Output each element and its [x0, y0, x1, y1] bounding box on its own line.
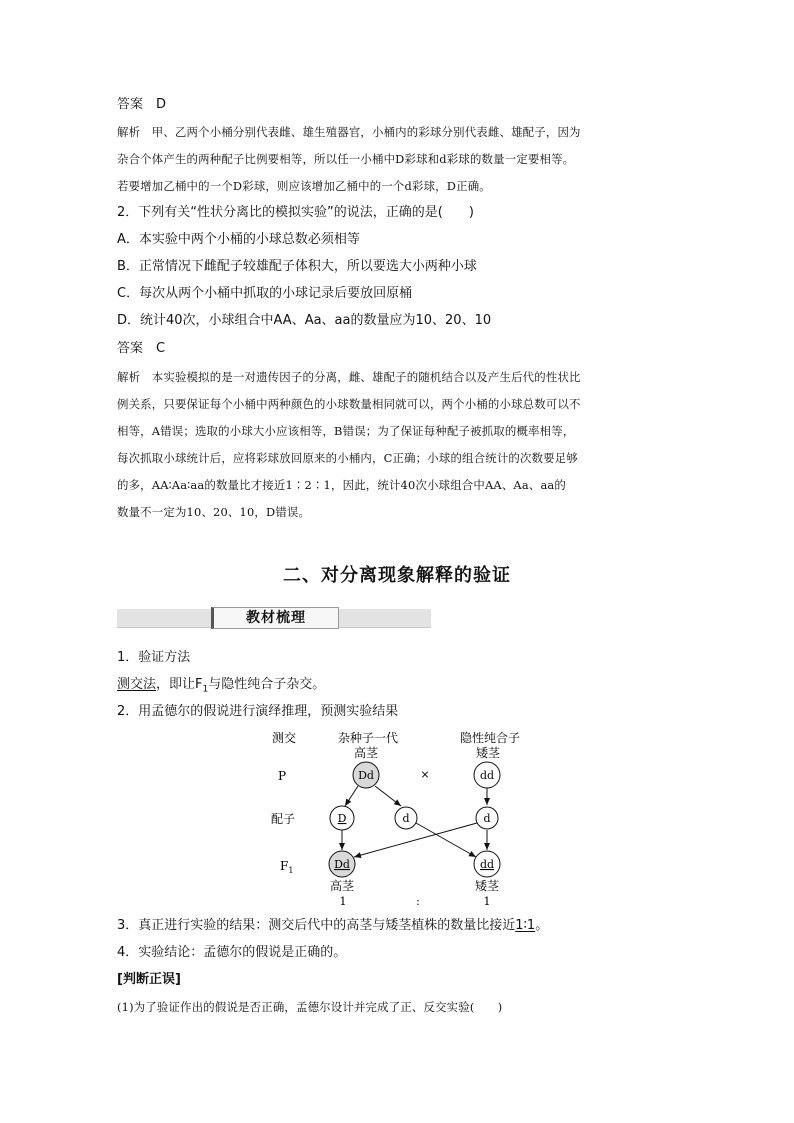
row-label-gamete: 配子 [271, 812, 296, 826]
ratio-right: 1 [483, 895, 491, 908]
label-tall-top: 高茎 [353, 746, 379, 760]
point-1-subscript: 1 [202, 684, 209, 695]
analysis-q2-line-1: 解析 本实验模拟的是一对遗传因子的分离，雌、雄配子的随机结合以及产生后代的性状比 [117, 370, 581, 384]
offspring-Dd-label: Dd [334, 858, 350, 871]
gamete-d2-label: d [483, 812, 491, 825]
arrow-d1-to-dd [416, 823, 476, 857]
judge-heading: [判断正误] [117, 972, 181, 987]
arrow-d2-to-Dd [354, 823, 477, 857]
option-d: D．统计40次，小球组合中AA、Aa、aa的数量应为10、20、10 [117, 313, 492, 328]
option-a: A．本实验中两个小桶的小球总数必须相等 [117, 232, 360, 247]
point-1-text: ，即让F [156, 677, 203, 692]
label-tall-bottom: 高茎 [329, 879, 355, 893]
point-3-ratio: 1∶1 [515, 918, 536, 933]
testcross-term: 测交法 [117, 677, 157, 692]
point-3-text: 3．真正进行实验的结果：测交后代中的高茎与矮茎植株的数量比接近 [117, 918, 516, 933]
cross-sign: × [420, 768, 430, 781]
analysis-q1-line-2: 杂合个体产生的两种配子比例要相等，所以任一小桶中D彩球和d彩球的数量一定要相等。 [117, 152, 575, 166]
row-label-p: P [278, 769, 287, 783]
question-2-stem: 2．下列有关“性状分离比的模拟实验”的说法，正确的是( ) [117, 205, 474, 220]
point-1-end: 与隐性纯合子杂交。 [208, 677, 326, 692]
arrow-Dd-to-D [345, 786, 358, 806]
judge-item-1: (1)为了验证作出的假说是否正确，孟德尔设计并完成了正、反交实验( ) [117, 1000, 503, 1014]
analysis-q2-line-4: 每次抓取小球统计后，应将彩球放回原来的小桶内，C正确；小球的组合统计的次数要足够 [117, 451, 578, 465]
option-b: B．正常情况下雌配子较雄配子体积大，所以要选大小两种小球 [117, 259, 477, 274]
point-3-suffix: 。 [535, 918, 549, 933]
parent-Dd-label: Dd [358, 769, 374, 782]
analysis-q2-line-5: 的多，AA∶Aa∶aa的数量比才接近1∶2∶1，因此，统计40次小球组合中AA、Aa、aa的 [117, 478, 567, 492]
arrow-Dd-to-d [375, 786, 401, 806]
label-recessive: 隐性纯合子 [459, 731, 521, 745]
label-hybrid-f1: 杂种子一代 [337, 731, 399, 745]
label-testcross: 测交 [272, 731, 297, 745]
answer-q2: 答案 C [117, 341, 166, 356]
analysis-q1-line-3: 若要增加乙桶中的一个D彩球，则应该增加乙桶中的一个d彩球，D正确。 [117, 179, 491, 193]
ratio-left: 1 [339, 895, 347, 908]
analysis-q2-line-3: 相等，A错误；选取的小球大小应该相等，B错误；为了保证每种配子被抓取的概率相等， [117, 424, 575, 438]
option-c: C．每次从两个小桶中抓取的小球记录后要放回原桶 [117, 286, 413, 301]
ratio-colon: : [416, 895, 420, 908]
point-3 [117, 918, 548, 934]
offspring-dd-label: dd [479, 858, 495, 871]
label-short-top: 矮茎 [475, 746, 501, 760]
point-1-title: 1．验证方法 [117, 650, 191, 665]
label-short-bottom: 矮茎 [474, 879, 500, 893]
analysis-q2-line-6: 数量不一定为10、20、10，D错误。 [117, 505, 311, 519]
parent-dd-label: dd [479, 769, 495, 782]
analysis-q2-line-2: 例关系，只要保证每个小桶中两种颜色的小球数量相同就可以，两个小桶的小球总数可以不 [117, 397, 581, 411]
analysis-q1-line-1: 解析 甲、乙两个小桶分别代表雌、雄生殖器官，小桶内的彩球分别代表雌、雄配子，因为 [117, 125, 581, 139]
banner-label: 教材梳理 [211, 607, 339, 629]
section-title: 二、对分离现象解释的验证 [283, 565, 511, 586]
point-4: 4．实验结论：孟德尔的假说是正确的。 [117, 945, 347, 960]
row-label-f1: $F_1$ [280, 859, 294, 875]
answer-q1: 答案 D [117, 97, 167, 112]
point-2-title: 2．用孟德尔的假说进行演绎推理，预测实验结果 [117, 704, 399, 719]
gamete-D-label: D [337, 812, 347, 825]
gamete-d1-label: d [402, 812, 410, 825]
